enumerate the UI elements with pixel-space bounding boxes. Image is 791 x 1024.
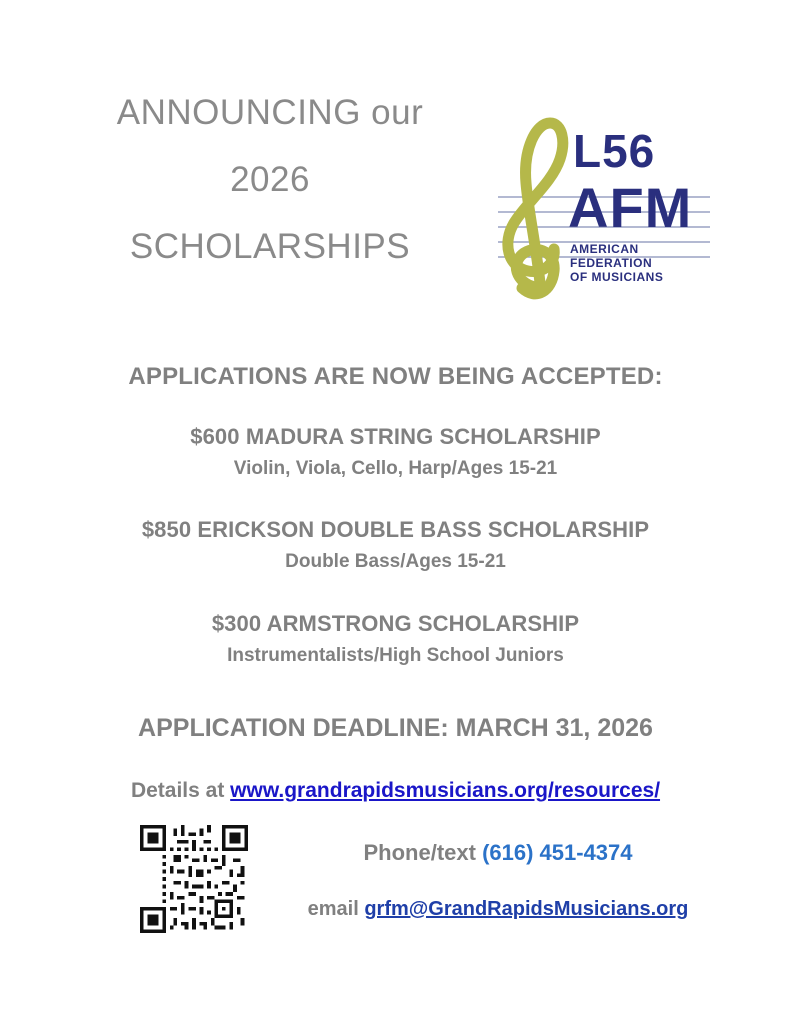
award-title: $600 MADURA STRING SCHOLARSHIP <box>190 424 601 449</box>
details-line <box>0 779 791 803</box>
applications-accepted-label: APPLICATIONS ARE NOW BEING ACCEPTED: <box>128 363 663 390</box>
email-label: email <box>307 898 365 920</box>
logo-org-text <box>570 242 663 284</box>
svg-text:AMERICAN: AMERICAN <box>570 242 639 256</box>
treble-clef-icon <box>508 123 563 294</box>
logo-afm-text <box>568 176 692 239</box>
email-line <box>268 898 728 921</box>
phone-line <box>268 840 728 866</box>
award-subtitle: Instrumentalists/High School Juniors <box>227 645 564 666</box>
details-prefix: Details at <box>130 779 231 802</box>
svg-text:OF MUSICIANS: OF MUSICIANS <box>570 270 664 284</box>
award-subtitle: Double Bass/Ages 15-21 <box>285 551 506 572</box>
afm-local-56-logo <box>478 105 728 315</box>
email-link[interactable]: grfm@GrandRapidsMusicians.org <box>364 898 689 920</box>
page-title <box>60 95 480 264</box>
award-item <box>0 424 791 480</box>
phone-label: Phone/text <box>363 840 483 865</box>
svg-text:L56: L56 <box>573 125 656 177</box>
header-block <box>0 95 791 310</box>
award-item <box>0 611 791 667</box>
headline-line-1: ANNOUNCING our <box>116 93 424 132</box>
svg-text:AFM: AFM <box>568 176 693 239</box>
phone-number[interactable]: (616) 451-4374 <box>482 840 633 865</box>
application-deadline: APPLICATION DEADLINE: MARCH 31, 2026 <box>138 714 653 742</box>
headline-line-2: 2026 <box>230 160 310 199</box>
logo-local-text <box>573 125 655 177</box>
award-item <box>0 517 791 573</box>
website-link[interactable]: www.grandrapidsmusicians.org/resources/ <box>230 779 661 802</box>
qr-code-image[interactable] <box>140 825 248 933</box>
svg-text:FEDERATION: FEDERATION <box>570 256 653 270</box>
award-title: $300 ARMSTRONG SCHOLARSHIP <box>211 611 580 636</box>
award-title: $850 ERICKSON DOUBLE BASS SCHOLARSHIP <box>141 517 650 542</box>
headline-line-3: SCHOLARSHIPS <box>129 227 411 266</box>
award-subtitle: Violin, Viola, Cello, Harp/Ages 15-21 <box>233 458 558 479</box>
